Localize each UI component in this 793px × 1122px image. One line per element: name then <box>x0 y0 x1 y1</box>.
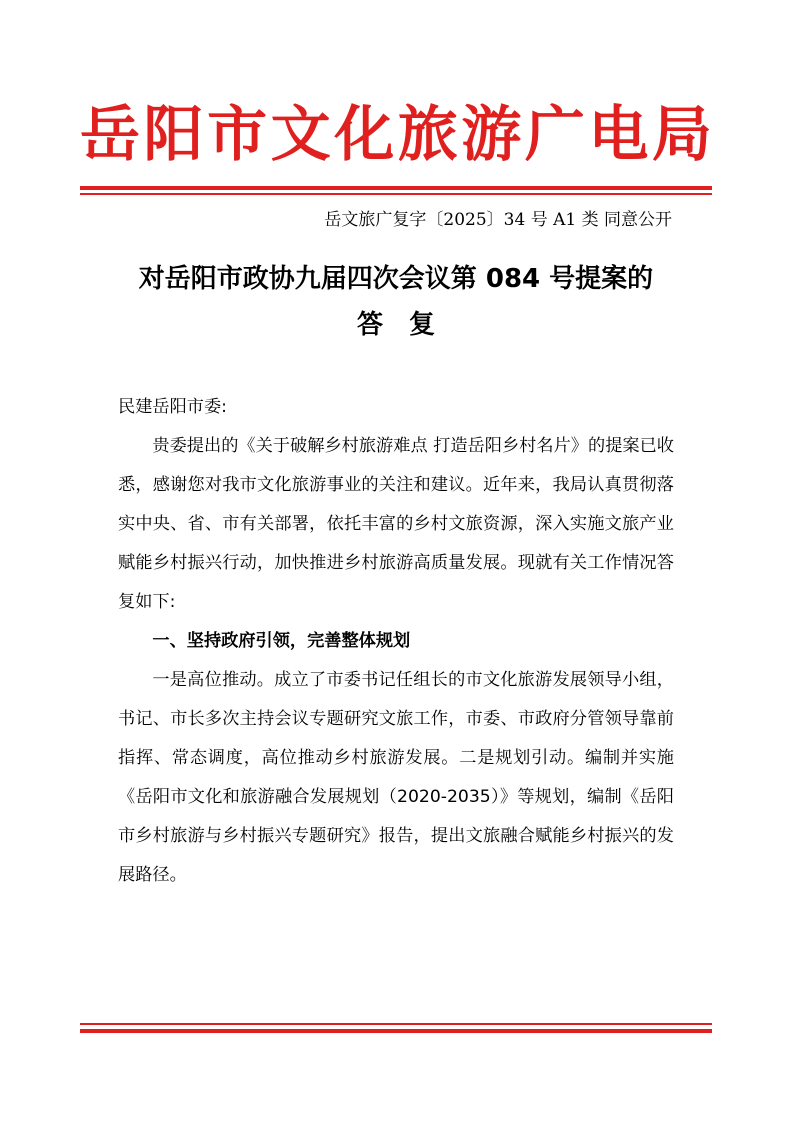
document-number: 岳文旅广复字〔2025〕34 号 A1 类 同意公开 <box>324 210 672 230</box>
body-paragraph: 贵委提出的《关于破解乡村旅游难点 打造岳阳乡村名片》的提案已收悉，感谢您对我市文化旅游事业的关注和建议。近年来，我局认真贯彻落实中央、省、市有关部署，依托丰富的乡村文旅资源，深入实施文旅产业赋能乡村振兴行动，加快推进乡村旅游高质量发展。现就有关工作情况答复如下: <box>118 436 674 612</box>
masthead-char: 化 <box>334 100 395 170</box>
footer-rule-thin <box>80 1023 712 1025</box>
masthead-char: 岳 <box>80 100 140 170</box>
footer-rule-thick <box>80 1029 712 1033</box>
masthead-char: 阳 <box>143 100 204 170</box>
masthead-char: 游 <box>461 100 522 170</box>
document-body <box>118 388 674 895</box>
document-title-line1: 对岳阳市政协九届四次会议第 084 号提案的 <box>138 264 654 294</box>
body-paragraph: 一是高位推动。成立了市委书记任组长的市文化旅游发展领导小组，书记、市长多次主持会议专题研究文旅工作，市委、市政府分管领导靠前指挥、常态调度，高位推动乡村旅游发展。二是规划引动。编制并实施《岳阳市文化和旅游融合发展规划（2020-2035）》等规划，编制《岳阳市乡村旅游与乡村振兴专题研究》报告，提出文旅融合赋能乡村振兴的发展路径。 <box>118 670 674 885</box>
document-title-line2: 答复 <box>356 310 461 340</box>
masthead-char: 广 <box>524 100 585 170</box>
masthead-char: 市 <box>207 100 268 170</box>
masthead-rule-thick <box>80 186 712 190</box>
masthead-char: 电 <box>588 100 649 170</box>
masthead-rule-thin <box>80 193 712 195</box>
masthead-char: 局 <box>651 100 712 170</box>
masthead-title <box>80 96 712 174</box>
salutation: 民建岳阳市委: <box>118 397 227 417</box>
masthead-char: 文 <box>270 100 331 170</box>
masthead-char: 旅 <box>397 100 458 170</box>
section-heading: 一、坚持政府引领，完善整体规划 <box>152 631 411 651</box>
